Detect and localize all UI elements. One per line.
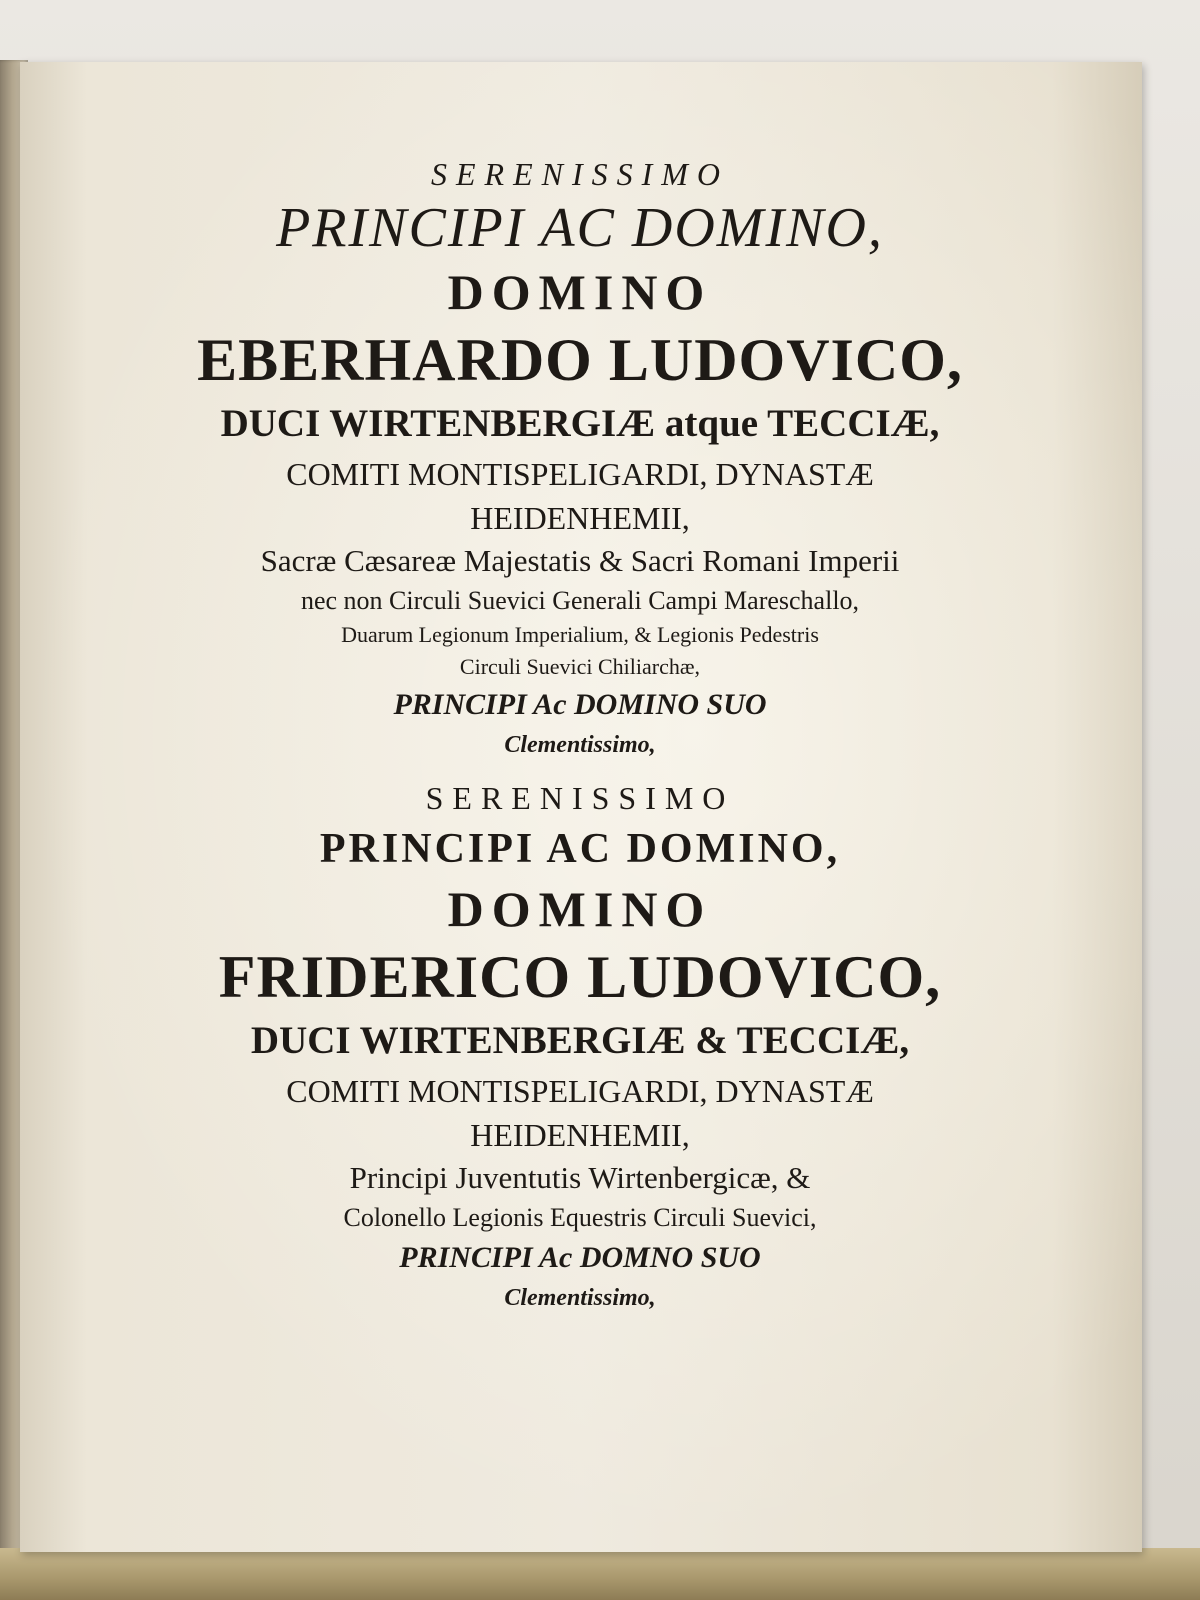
heading-serenissimo: SERENISSIMO (430, 156, 730, 192)
closing-principi-2: PRINCIPI Ac DOMNO SUO (399, 1241, 761, 1274)
title-majestatis: Sacræ Cæsareæ Majestatis & Sacri Romani Imperii (260, 543, 900, 578)
heading-domino: DOMINO (447, 264, 713, 320)
dedication-text (60, 152, 1100, 1316)
title-duci-2: DUCI WIRTENBERGIÆ & TECCIÆ, (250, 1019, 910, 1062)
heading-serenissimo-2: SERENISSIMO (425, 780, 735, 816)
dedicatee-name: EBERHARDO LUDOVICO, (197, 327, 963, 393)
title-chiliarchae: Circuli Suevici Chiliarchæ, (459, 654, 701, 679)
dedication-second (60, 775, 1100, 1316)
heading-domino-2: DOMINO (447, 881, 713, 937)
heading-principi-2: PRINCIPI AC DOMINO, (319, 826, 841, 872)
heading-principi: PRINCIPI AC DOMINO, (276, 197, 884, 259)
closing-clementissimo: Clementissimo, (504, 732, 656, 758)
dedicatee-name-2: FRIDERICO LUDOVICO, (218, 944, 942, 1010)
title-colonello: Colonello Legionis Equestris Circuli Suevici, (343, 1203, 817, 1232)
title-heidenhemii: HEIDENHEMII, (470, 500, 690, 536)
title-juventutis: Principi Juventutis Wirtenbergicæ, & (349, 1160, 811, 1195)
title-duci: DUCI WIRTENBERGIÆ atque TECCIÆ, (220, 402, 940, 445)
title-legionum: Duarum Legionum Imperialium, & Legionis Pedestris (341, 622, 819, 647)
book-bottom-edge (0, 1548, 1200, 1600)
title-heidenhemii-2: HEIDENHEMII, (470, 1117, 690, 1153)
closing-clementissimo-2: Clementissimo, (504, 1285, 656, 1311)
title-comiti: COMITI MONTISPELIGARDI, DYNASTÆ (286, 456, 874, 492)
title-circuli: nec non Circuli Suevici Generali Campi Mareschallo, (300, 586, 860, 615)
title-comiti-2: COMITI MONTISPELIGARDI, DYNASTÆ (286, 1073, 874, 1109)
dedication-first (60, 152, 1100, 763)
closing-principi: PRINCIPI Ac DOMINO SUO (393, 688, 767, 721)
book-page (20, 62, 1142, 1552)
